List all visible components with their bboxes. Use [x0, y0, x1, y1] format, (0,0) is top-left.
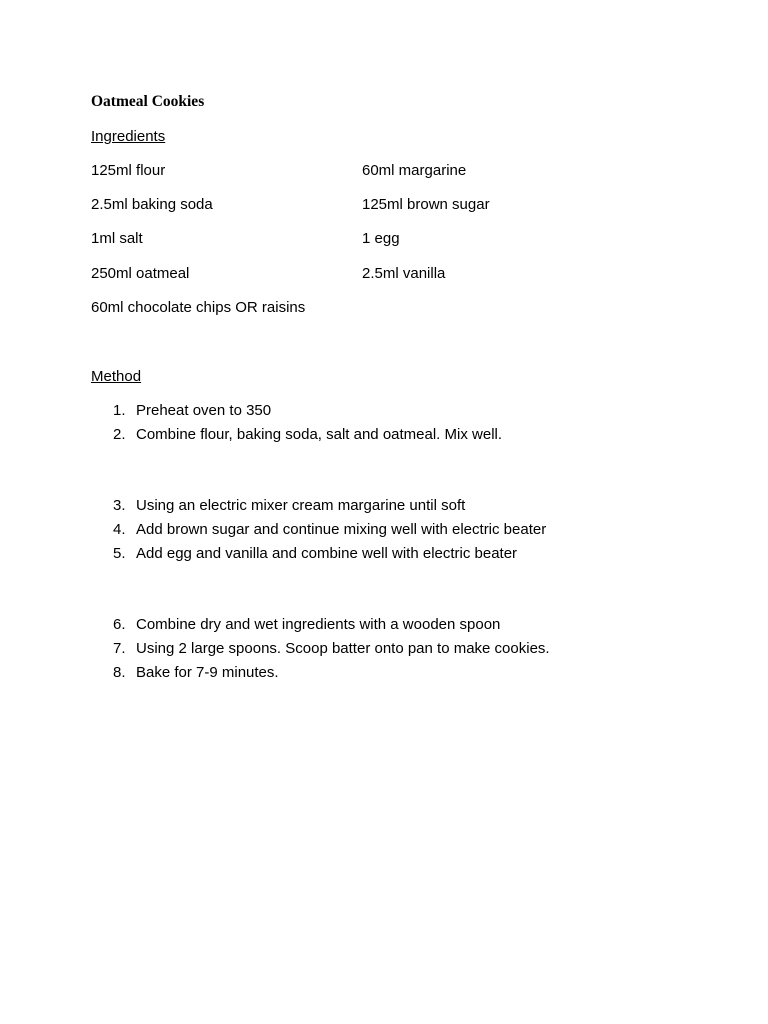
ingredient-left-3: 1ml salt	[91, 230, 143, 247]
ingredient-left-5: 60ml chocolate chips OR raisins	[91, 299, 306, 316]
ingredient-left-4: 250ml oatmeal	[91, 265, 190, 282]
ingredient-right-4: 2.5ml vanilla	[362, 265, 446, 282]
step-number: 4.	[113, 521, 126, 538]
step-text: Combine flour, baking soda, salt and oatmeal. Mix well.	[136, 426, 503, 443]
step-number: 3.	[113, 497, 126, 514]
step-text: Using 2 large spoons. Scoop batter onto pan to make cookies.	[136, 640, 550, 657]
step-text: Bake for 7-9 minutes.	[136, 664, 279, 681]
step-number: 8.	[113, 664, 126, 681]
method-step	[113, 402, 271, 419]
method-heading: Method	[91, 368, 142, 385]
step-number: 7.	[113, 640, 126, 657]
ingredient-left-2: 2.5ml baking soda	[91, 196, 213, 213]
step-text: Using an electric mixer cream margarine until soft	[136, 497, 466, 514]
method-step	[113, 616, 500, 633]
method-step	[113, 521, 546, 538]
ingredient-right-2: 125ml brown sugar	[362, 196, 490, 213]
method-step	[113, 664, 279, 681]
step-text: Preheat oven to 350	[136, 402, 272, 419]
method-step	[113, 545, 517, 562]
method-step	[113, 640, 550, 657]
step-number: 1.	[113, 402, 126, 419]
method-step	[113, 426, 502, 443]
ingredients-heading: Ingredients	[91, 128, 166, 145]
step-text: Combine dry and wet ingredients with a wooden spoon	[136, 616, 501, 633]
step-text: Add brown sugar and continue mixing well with electric beater	[136, 521, 547, 538]
method-step	[113, 497, 465, 514]
recipe-title: Oatmeal Cookies	[91, 93, 205, 110]
ingredient-right-3: 1 egg	[362, 230, 400, 247]
ingredient-right-1: 60ml margarine	[362, 162, 467, 179]
step-number: 5.	[113, 545, 126, 562]
step-text: Add egg and vanilla and combine well with electric beater	[136, 545, 518, 562]
step-number: 2.	[113, 426, 126, 443]
ingredient-left-1: 125ml flour	[91, 162, 166, 179]
step-number: 6.	[113, 616, 126, 633]
